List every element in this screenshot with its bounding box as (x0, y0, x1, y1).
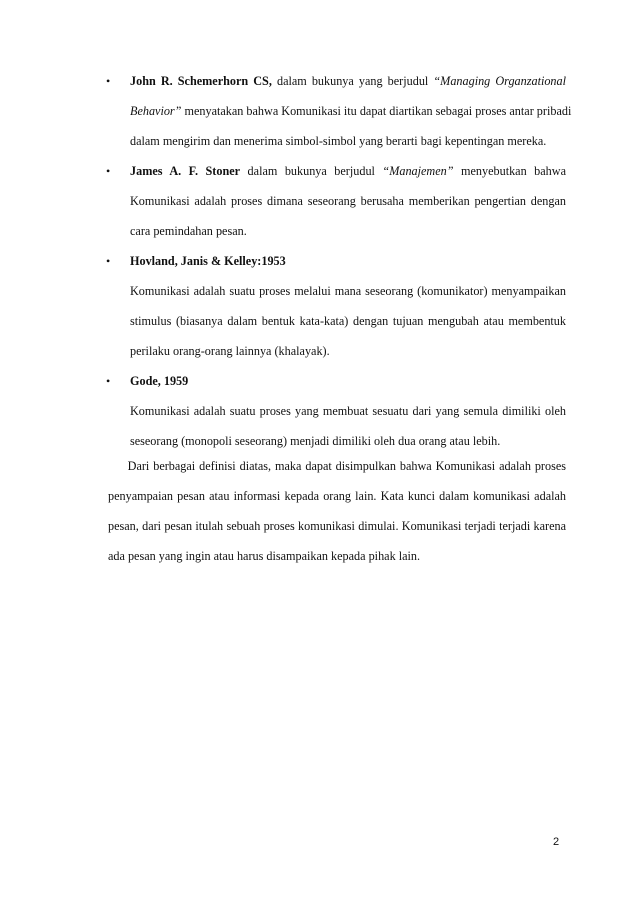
conclusion-paragraph (108, 451, 566, 571)
text-run: dalam mengirim dan menerima simbol-simbol yang berarti bagi kepentingan mereka. (130, 134, 547, 148)
bullet-icon: • (106, 74, 111, 88)
text-run: Komunikasi adalah proses dimana seseorang berusaha memberikan pengertian dengan (130, 194, 566, 208)
paragraph-line: ada pesan yang ingin atau harus disampaikan kepada pihak lain. (108, 549, 421, 563)
page-number: 2 (553, 836, 560, 848)
text-run: cara pemindahan pesan. (130, 224, 247, 238)
text-run: Komunikasi adalah suatu proses melalui mana seseorang (komunikator) menyampaikan (130, 284, 566, 298)
definition-line (130, 96, 572, 126)
author-name: James A. F. Stoner (130, 164, 241, 178)
text-run: perilaku orang-orang lainnya (khalayak). (130, 344, 330, 358)
bullet-icon: • (106, 254, 111, 268)
author-name: Hovland, Janis & Kelley:1953 (130, 254, 286, 268)
definition-line (130, 306, 566, 336)
paragraph-line: penyampaian pesan atau informasi kepada orang lain. Kata kunci dalam komunikasi adalah (108, 489, 566, 503)
book-title: “Manajemen” (382, 164, 454, 178)
bullet-icon: • (106, 374, 111, 388)
text-run: stimulus (biasanya dalam bentuk kata-kata) dengan tujuan mengubah atau membentuk (130, 314, 566, 328)
definition-list (106, 66, 572, 456)
book-title: “Managing Organzational (433, 74, 567, 88)
book-title: Behavior” (130, 104, 182, 118)
paragraph-line: pesan, dari pesan itulah sebuah proses komunikasi dimulai. Komunikasi terjadi terjadi karena (108, 519, 566, 533)
definition-item (108, 366, 566, 456)
definition-line (130, 396, 566, 426)
definition-line (130, 366, 566, 396)
text-run: dalam bukunya berjudul (240, 164, 383, 178)
definition-line (130, 66, 566, 96)
definition-line (130, 336, 566, 366)
definition-line (130, 156, 566, 186)
bullet-icon: • (106, 164, 111, 178)
definition-item (108, 246, 566, 366)
definition-line (130, 276, 566, 306)
author-name: Gode, 1959 (130, 374, 189, 388)
definition-line (130, 186, 566, 216)
definition-line (130, 216, 566, 246)
text-run: seseorang (monopoli seseorang) menjadi dimiliki oleh dua orang atau lebih. (130, 434, 501, 448)
definition-line (130, 126, 566, 156)
definition-item (108, 156, 566, 246)
text-run: dalam bukunya yang berjudul (271, 74, 434, 88)
paragraph-line: Dari berbagai definisi diatas, maka dapat disimpulkan bahwa Komunikasi adalah proses (108, 459, 566, 473)
definition-item (106, 66, 572, 156)
definition-line (130, 246, 566, 276)
text-run: Komunikasi adalah suatu proses yang membuat sesuatu dari yang semula dimiliki oleh (130, 404, 566, 418)
author-name: John R. Schemerhorn CS, (130, 74, 272, 88)
text-run: menyatakan bahwa Komunikasi itu dapat diartikan sebagai proses antar pribadi (181, 104, 572, 118)
text-run: menyebutkan bahwa (453, 164, 566, 178)
